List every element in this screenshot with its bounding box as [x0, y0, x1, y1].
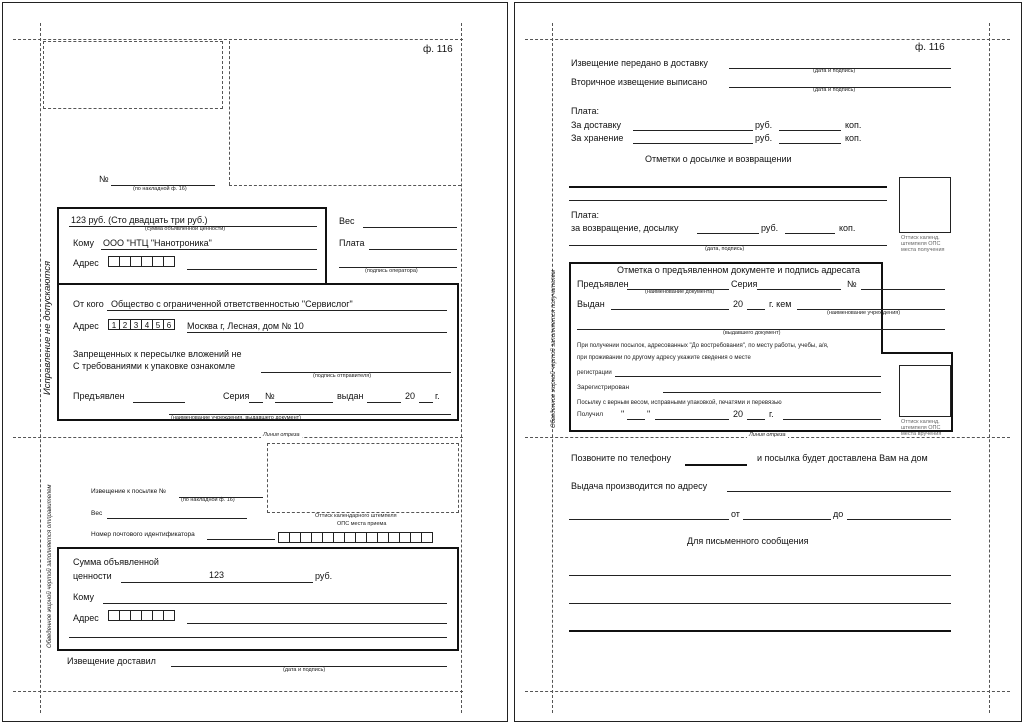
- issued-label: выдан: [337, 391, 364, 401]
- whom-label: г. кем: [769, 299, 792, 309]
- for-storage-label: За хранение: [571, 133, 624, 143]
- series-label-r: Серия: [731, 279, 758, 289]
- fee-label: Плата: [339, 238, 365, 248]
- rub-2: руб.: [755, 133, 773, 143]
- year-prefix-r: 20: [733, 299, 744, 309]
- from-value: Общество с ограниченной ответственностью "Сервислог": [111, 299, 353, 309]
- doc-header: Отметка о предъявленном документе и подпись адресата: [617, 265, 861, 275]
- transferred-label: Извещение передано в доставку: [571, 58, 708, 68]
- number-label: №: [265, 391, 275, 401]
- registration-label: регистрации: [577, 370, 612, 376]
- delivered-caption: (дата и подпись): [283, 667, 326, 673]
- requirements-text: С требованиями к упаковке ознакомле: [73, 361, 236, 371]
- side-text-right: Обведенное жирной чертой заполняется получателем: [551, 269, 557, 428]
- cut-line-label-r: Линия отреза: [749, 432, 786, 438]
- stamp-caption-top: Оттиск календ. штемпеля ОПС места получения: [901, 235, 945, 254]
- operator-sign-caption: (подпись оператора): [365, 268, 418, 274]
- kop-2: коп.: [845, 133, 862, 143]
- issued-label-r: Выдан: [577, 299, 605, 309]
- payment2-label: Плата:: [571, 210, 600, 220]
- stamp-area: [267, 443, 459, 513]
- weight2-label: Вес: [91, 510, 103, 517]
- for-delivery-label: За доставку: [571, 120, 622, 130]
- left-form-page: [2, 2, 508, 722]
- address2-index-cells: [109, 610, 175, 621]
- stamp-caption-2: ОПС места приема: [337, 521, 387, 527]
- notice-parcel-label: Извещение к посылке №: [91, 488, 166, 495]
- sender-sign-caption: (подпись отправителя): [313, 373, 372, 379]
- forward-return-header: Отметки о досылке и возвращении: [645, 154, 792, 164]
- right-form-page: ф. 116 Извещение передано в доставку (дата и подпись) Вторичное извещение выписано (дата и подпись) Плата: За доставку руб. коп. За хранение руб. коп. Отметки о досылке и возвращении Оттиск календ. штемпеля ОПС места получения Плата: за возвращение, досылку руб. коп. (дата, подпись) Отметка о предъявленном документе и подпись адресата Предъявлен (наименование документа) Серия № Выдан 20 г. кем (наименование учреждения) (выдавшего документ) При получении посылок, адресованных "До востребования", по месту работы, учебы, а/я, при проживании по другому адресу укажите сведения о месте регистрации Зарегистрирован Посылку с верным весом, исправными упаковкой, печатями и перевязью Получил " " 20 г. Оттиск календ. штемпеля ОПС места вручения Обведенное жирной чертой заполняется получателем Линия отреза Позвоните по телефону и посылка будет доставлена Вам на дом Выдача производится по адресу от до Для письменного сообщения: [514, 2, 1022, 722]
- bottom-cut-line: [13, 691, 463, 692]
- tracking-label: Номер почтового идентификатора: [91, 531, 195, 538]
- issuer-caption: (наименование учреждения, выдавшего документ): [171, 415, 301, 421]
- series-label: Серия: [223, 391, 250, 401]
- from-label-r: от: [731, 509, 740, 519]
- kop-3: коп.: [839, 223, 856, 233]
- secondary-label: Вторичное извещение выписано: [571, 77, 708, 87]
- photo-area: [43, 41, 223, 109]
- received-year: 20: [733, 409, 744, 419]
- weight-check-label: Посылку с верным весом, исправными упаковкой, печатями и перевязью: [577, 400, 782, 406]
- right-cut-line: [461, 23, 462, 713]
- poste-restante-2: при проживании по другому адресу укажите сведения о месте: [577, 355, 751, 361]
- to2-label: Кому: [73, 592, 95, 602]
- stamp-box-bottom: [899, 365, 951, 417]
- no-label: №: [99, 174, 109, 184]
- year-prefix: 20: [405, 391, 416, 401]
- return-caption: (дата, подпись): [705, 246, 745, 252]
- top-cut-line: [13, 39, 463, 40]
- middle-cut-line: [13, 437, 463, 438]
- transferred-caption: (дата и подпись): [813, 68, 856, 74]
- address-index-cells: [109, 256, 175, 267]
- cut-line-label: Линия отреза: [263, 432, 300, 438]
- institution-caption: (наименование учреждения): [827, 310, 901, 316]
- issued-doc-caption: (выдавшего документ): [723, 330, 781, 336]
- to-label: Кому: [73, 238, 95, 248]
- received-g: г.: [769, 409, 774, 419]
- presented-label-r: Предъявлен: [577, 279, 629, 289]
- call-label: Позвоните по телефону: [571, 453, 671, 463]
- form-code: ф. 116: [423, 44, 453, 55]
- no-caption: (по накладной ф. 16): [133, 186, 187, 192]
- from-label: От кого: [73, 299, 104, 309]
- rub-1: руб.: [755, 120, 773, 130]
- return-label: за возвращение, досылку: [571, 223, 679, 233]
- stamp-caption-bottom: Оттиск календ. штемпеля ОПС места вручения: [901, 419, 942, 438]
- tracking-cells: [279, 532, 433, 543]
- sum-currency: руб.: [315, 571, 333, 581]
- side-text: Исправление не допускаются: [42, 260, 53, 395]
- year-suffix: г.: [435, 391, 440, 401]
- to-label-r: до: [833, 509, 844, 519]
- number-label-r: №: [847, 279, 857, 289]
- notice-parcel-caption: (по накладной ф. 16): [181, 497, 235, 503]
- received-label: Получил: [577, 411, 603, 418]
- declared-value-caption: (сумма объявленной ценности): [145, 226, 226, 232]
- call-suffix: и посылка будет доставлена Вам на дом: [757, 453, 928, 463]
- to-value: ООО "НТЦ "Нанотроника": [103, 238, 212, 248]
- weight-label: Вес: [339, 216, 355, 226]
- registered-label: Зарегистрирован: [577, 384, 630, 391]
- address-label: Адрес: [73, 258, 99, 268]
- declared-value: 123 руб. (Сто двадцать три руб.): [71, 215, 208, 225]
- address2-label: Адрес: [73, 613, 99, 623]
- form-code-right: ф. 116: [915, 42, 945, 53]
- from-address-label: Адрес: [73, 321, 99, 331]
- stamp-caption-1: Оттиск календарного штемпеля: [315, 513, 397, 519]
- written-msg-header: Для письменного сообщения: [687, 536, 809, 546]
- poste-restante-1: При получении посылок, адресованных "До востребования", по месту работы, учебы, а/я,: [577, 343, 829, 349]
- from-index-cells: 1 2 3 4 5 6: [109, 319, 175, 330]
- prohibited-text: Запрещенных к пересылке вложений не: [73, 349, 242, 359]
- rub-3: руб.: [761, 223, 779, 233]
- sum-label-2: ценности: [73, 571, 112, 581]
- kop-1: коп.: [845, 120, 862, 130]
- delivered-label: Извещение доставил: [67, 656, 156, 666]
- payment-label: Плата:: [571, 106, 600, 116]
- sum-label-1: Сумма объявленной: [73, 557, 159, 567]
- side-text-2: Обведенное жирной чертой заполняется отправителем: [47, 484, 53, 648]
- left-cut-line: [40, 23, 41, 713]
- sum-value: 123: [209, 570, 225, 580]
- presented-label: Предъявлен: [73, 391, 125, 401]
- doc-name-caption: (наименование документа): [645, 289, 715, 295]
- secondary-caption: (дата и подпись): [813, 87, 856, 93]
- stamp-box-top: [899, 177, 951, 233]
- from-address-value: Москва г, Лесная, дом № 10: [187, 321, 304, 331]
- issue-address-label: Выдача производится по адресу: [571, 481, 708, 491]
